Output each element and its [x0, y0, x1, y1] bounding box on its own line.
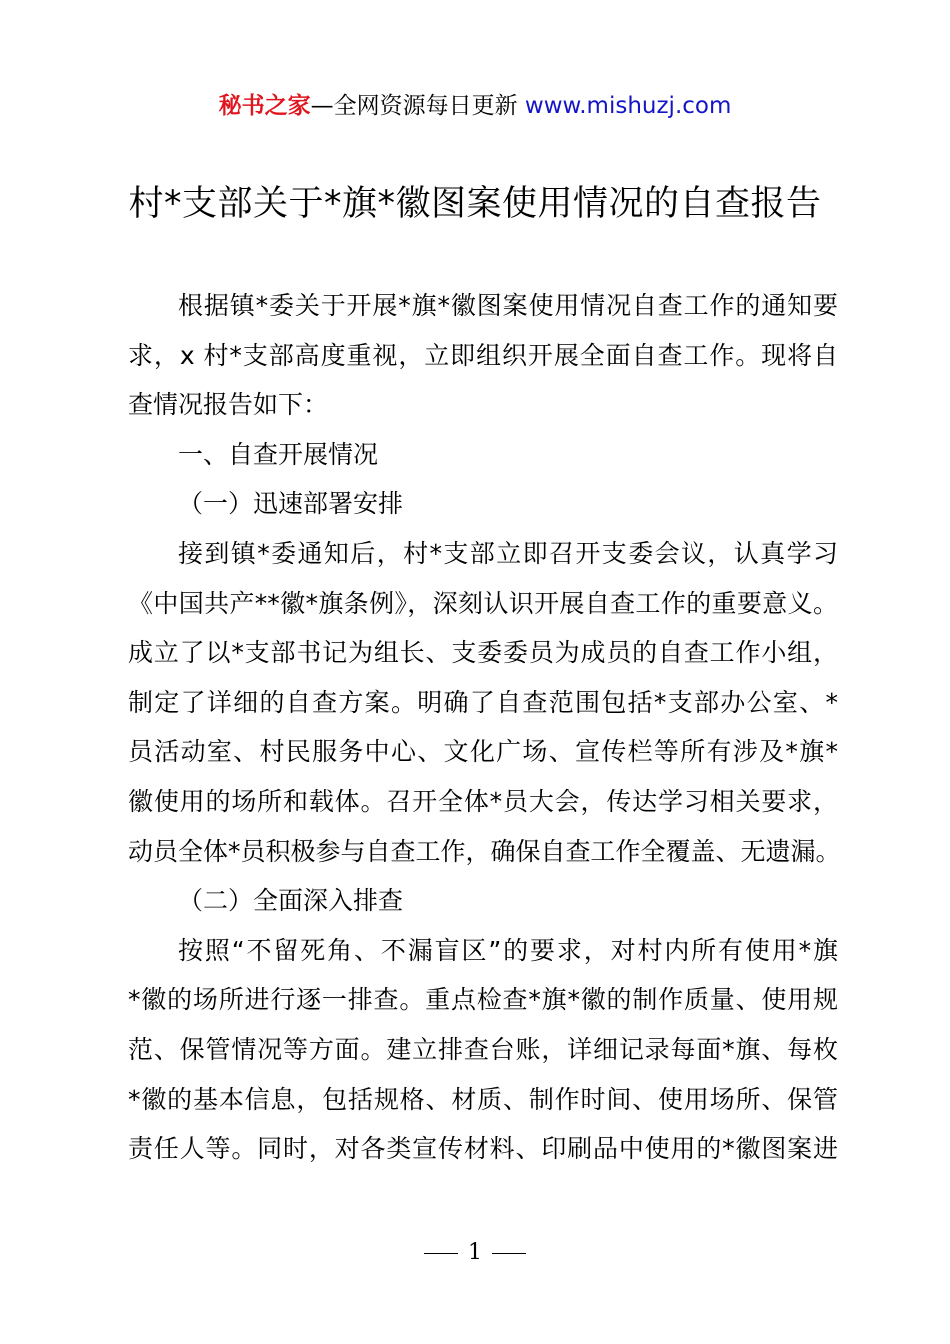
paragraph-line: 成立了以*支部书记为组长、支委委员为成员的自查工作小组， — [128, 638, 838, 668]
paragraph-line: 根据镇*委关于开展*旗*徽图案使用情况自查工作的通知要 — [178, 291, 838, 320]
paragraph-line: 制定了详细的自查方案。明确了自查范围包括*支部办公室、* — [128, 687, 838, 717]
paragraph-line: 动员全体*员积极参与自查工作，确保自查工作全覆盖、无遗漏。 — [128, 836, 841, 866]
subsection-heading-1: （一）迅速部署安排 — [178, 489, 404, 519]
paragraph-line: 徽使用的场所和载体。召开全体*员大会，传达学习相关要求， — [128, 786, 838, 816]
document-body — [128, 281, 841, 1174]
brand-name: 秘书之家 — [218, 93, 311, 119]
intro-paragraph — [128, 281, 838, 430]
footer-dash-left — [424, 1253, 458, 1254]
site-header — [0, 90, 950, 122]
paragraph-line: 查情况报告如下： — [128, 390, 329, 420]
paragraph-line: 接到镇*委通知后，村*支部立即召开支委会议，认真学习 — [178, 538, 838, 568]
paragraph-line: 责任人等。同时，对各类宣传材料、印刷品中使用的*徽图案进 — [128, 1134, 838, 1164]
page-number: 1 — [468, 1240, 482, 1265]
subsection-1-paragraph — [128, 529, 841, 876]
paragraph-line: 按照“不留死角、不漏盲区”的要求，对村内所有使用*旗 — [178, 935, 838, 965]
site-url-link[interactable]: www.mishuzj.com — [524, 93, 732, 119]
page-footer — [0, 1238, 950, 1268]
header-tagline: —全网资源每日更新 — [310, 93, 525, 119]
footer-dash-right — [492, 1253, 526, 1254]
paragraph-line: 《中国共产**徽*旗条例》，深刻认识开展自查工作的重要意义。 — [128, 588, 838, 618]
paragraph-line: 范、保管情况等方面。建立排查台账，详细记录每面*旗、每枚 — [128, 1034, 838, 1064]
section-heading-1: 一、自查开展情况 — [178, 439, 379, 469]
subsection-heading-2: （二）全面深入排查 — [178, 886, 404, 916]
paragraph-line: *徽的场所进行逐一排查。重点检查*旗*徽的制作质量、使用规 — [128, 985, 838, 1015]
paragraph-line: 求，x 村*支部高度重视，立即组织开展全面自查工作。现将自 — [128, 340, 838, 370]
paragraph-line: *徽的基本信息，包括规格、材质、制作时间、使用场所、保管 — [128, 1084, 838, 1114]
document-title: 村*支部关于*旗*徽图案使用情况的自查报告 — [128, 184, 822, 224]
paragraph-line: 员活动室、村民服务中心、文化广场、宣传栏等所有涉及*旗* — [128, 737, 838, 767]
subsection-2-paragraph — [128, 926, 838, 1174]
